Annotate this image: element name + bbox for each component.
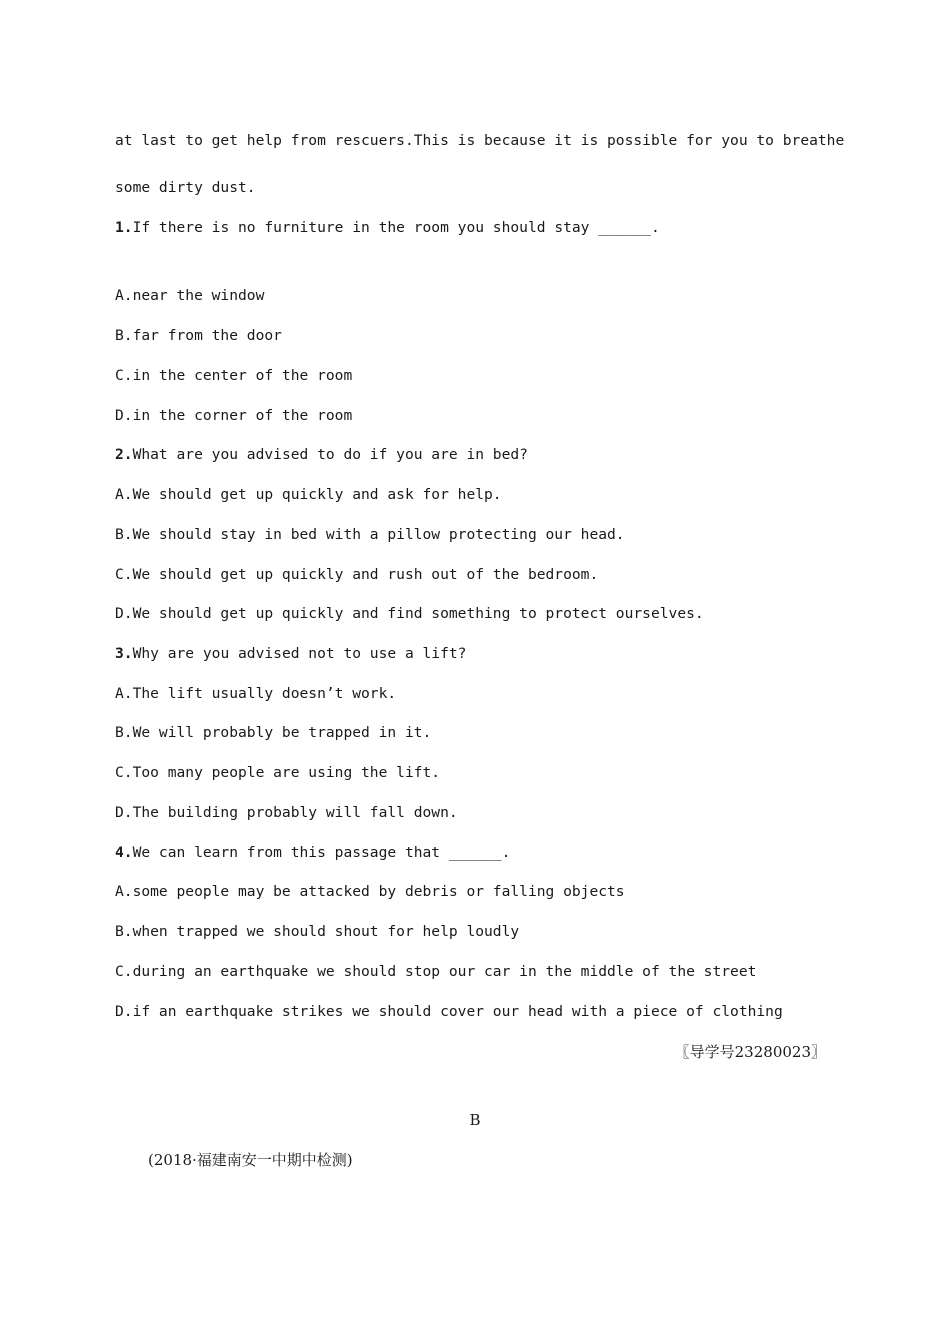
question-3-option-c: C.Too many people are using the lift.: [115, 764, 441, 781]
question-4-option-b: B.when trapped we should shout for help loudly: [115, 923, 520, 940]
question-1-option-b: B.far from the door: [115, 327, 282, 344]
question-2-option-c: C.We should get up quickly and rush out of the bedroom.: [115, 566, 599, 583]
question-2-number: 2.: [115, 446, 133, 463]
question-2-option-a: A.We should get up quickly and ask for help.: [115, 486, 502, 503]
passage-line-1: at last to get help from rescuers.This is because it is possible for you to breathe: [115, 132, 845, 149]
question-2-stem: What are you advised to do if you are in bed?: [132, 446, 528, 463]
passage-line-2: some dirty dust.: [115, 179, 256, 196]
section-source: (2018·福建南安一中期中检测): [148, 1151, 353, 1169]
guide-number: 〖导学号23280023〗: [674, 1043, 826, 1061]
question-4-option-a: A.some people may be attacked by debris or falling objects: [115, 883, 625, 900]
question-3-stem: Why are you advised not to use a lift?: [132, 645, 467, 662]
question-3-option-d: D.The building probably will fall down.: [115, 804, 458, 821]
question-2-option-d: D.We should get up quickly and find something to protect ourselves.: [115, 605, 704, 622]
question-4-number: 4.: [115, 844, 133, 861]
question-4-stem: We can learn from this passage that ______.: [132, 844, 511, 861]
question-1: [115, 218, 660, 238]
question-1-number: 1.: [115, 219, 133, 236]
question-2-option-b: B.We should stay in bed with a pillow protecting our head.: [115, 526, 625, 543]
question-1-option-a: A.near the window: [115, 287, 265, 304]
question-3-option-b: B.We will probably be trapped in it.: [115, 724, 432, 741]
section-heading: B: [469, 1111, 481, 1129]
question-3-number: 3.: [115, 645, 133, 662]
question-3: [115, 644, 466, 664]
question-1-option-d: D.in the corner of the room: [115, 407, 353, 424]
question-2: [115, 445, 528, 465]
question-4-option-c: C.during an earthquake we should stop our car in the middle of the street: [115, 963, 757, 980]
question-4: [115, 843, 510, 863]
question-1-stem: If there is no furniture in the room you should stay ______.: [132, 219, 660, 236]
question-1-option-c: C.in the center of the room: [115, 367, 353, 384]
question-4-option-d: D.if an earthquake strikes we should cover our head with a piece of clothing: [115, 1003, 783, 1020]
question-3-option-a: A.The lift usually doesn’t work.: [115, 685, 397, 702]
